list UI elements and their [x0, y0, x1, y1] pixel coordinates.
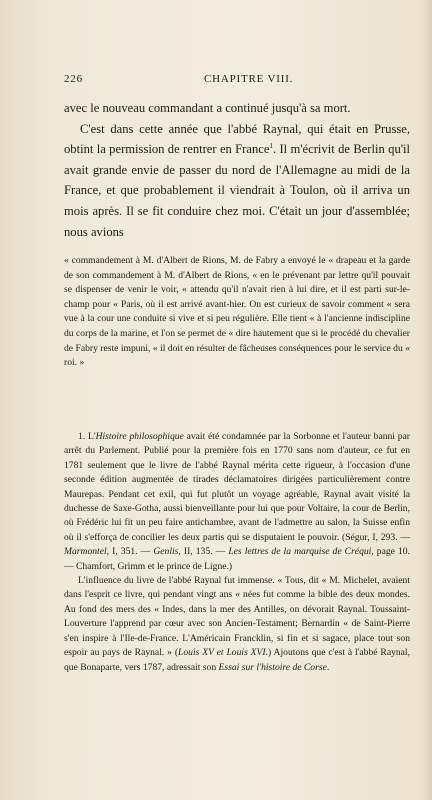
footnote-continuation [64, 574, 410, 675]
chapter-title: CHAPITRE VIII. [204, 73, 294, 85]
note-italic: Essai sur l'histoire de Corse [218, 661, 327, 673]
page-edge-shadow [422, 0, 432, 800]
note-text: . [326, 661, 330, 673]
note-text: L'influence du livre de l'abbé Raynal fut immense. « Tous, dit « M. Michelet, avaient dans l'esprit ce livre, qui pendant vingt ans « nées fut comme la bible des deux mondes. Au fond des mers des « Indes, dans la mer des Antilles, on dévorait Raynal. Toussaint-Louverture l'apprend par cœur avec son Ancien-Testament; Bernardin « de Saint-Pierre s'en inspire à l'Ile-de-France. L'Américain Francklin, si fin et si sagace, place tout son espoir au pays de Raynal. » ( [64, 575, 410, 659]
paragraph-text: C'est dans cette année que l'abbé Raynal, qui était en Prusse, obtint la permission de rentrer en France [64, 121, 410, 157]
quote-text: « commandement à M. d'Albert de Rions, M. de Fabry a envoyé le « drapeau et la garde de son commandement à M. d'Albert de Rions, « en le prévenant par lettre qu'il pouvait se dispenser de venir le voir, « attendu qu'il n'avait rien à lui dire, et il est parti sur-le-champ pour « Paris, où il est arrivé avant-hier. On est curieux de savoir comment « sera vue à la cour une conduite si vive et si peu régulière. Elle tient « à l'ancienne indiscipline du corps de la marine, et l'on se permet de « dire hautement que si le procédé du chevalier de Fabry reste impuni, « il doit en résulter de fâcheuses conséquences pour le service du « roi. » [64, 255, 410, 369]
note-italic: Histoire philosophique [95, 431, 184, 442]
page-number: 226 [64, 73, 83, 85]
quoted-passage [64, 254, 410, 371]
note-italic: Louis XV et Louis XVI [178, 647, 266, 659]
running-header [64, 73, 410, 87]
note-text: avait été condamnée par la Sorbonne et l'auteur banni par arrêt du Parlement. Publié pour la première fois en 1770 sans nom d'auteur, ce fut en 1781 seulement que le livre de l'abbé Raynal mérita cette rigueur, à l'occasion d'une seconde édition augmentée de tirades déclamatoires dirigées particulièrement contre Maurepas. Pendant cet exil, qui fut plutôt un voyage agréable, Raynal avait visité la duchesse de Saxe-Gotha, aussi bienveillante pour lui que pour Voltaire, la cour de Berlin, où Frédéric lui fit un peu faire antichambre, avant de l'admettre au salon, la Suisse enfin où il s'efforça de concilier les deux partis qui se disputaient le pouvoir. (Ségur, I, 293. — [64, 431, 410, 543]
note-text: , II, 135. — [178, 546, 229, 558]
paragraph-raynal [64, 119, 410, 243]
note-text: , page 10. — Chamfort, Grimm et le prince de Ligne.) [64, 546, 410, 572]
main-text [64, 98, 410, 242]
paragraph-continuation: avec le nouveau commandant a continué jusqu'à sa mort. [64, 101, 351, 115]
footnote-marker: 1 [269, 142, 273, 150]
paragraph-text: . Il m'écrivit de Berlin qu'il avait grande envie de passer du nord de l'Allemagne au midi de la France, et que probablement il viendrait à Toulon, où il arriva un mois après. Il se fit conduire chez moi. C'était un jour d'assemblée; nous avions [64, 142, 411, 239]
note-italic: Les lettres de la marquise de Créqui [228, 546, 372, 558]
note-text: 1. L' [78, 431, 96, 442]
footnote-1 [64, 430, 410, 574]
note-italic: Genlis [153, 546, 179, 558]
note-text: .) Ajoutons que c'est à l'abbé Raynal, que Bonaparte, vers 1787, adressait son [64, 647, 410, 673]
footnotes [64, 430, 410, 675]
note-italic: Marmontel [64, 546, 107, 558]
note-text: , I, 351. — [106, 546, 154, 558]
